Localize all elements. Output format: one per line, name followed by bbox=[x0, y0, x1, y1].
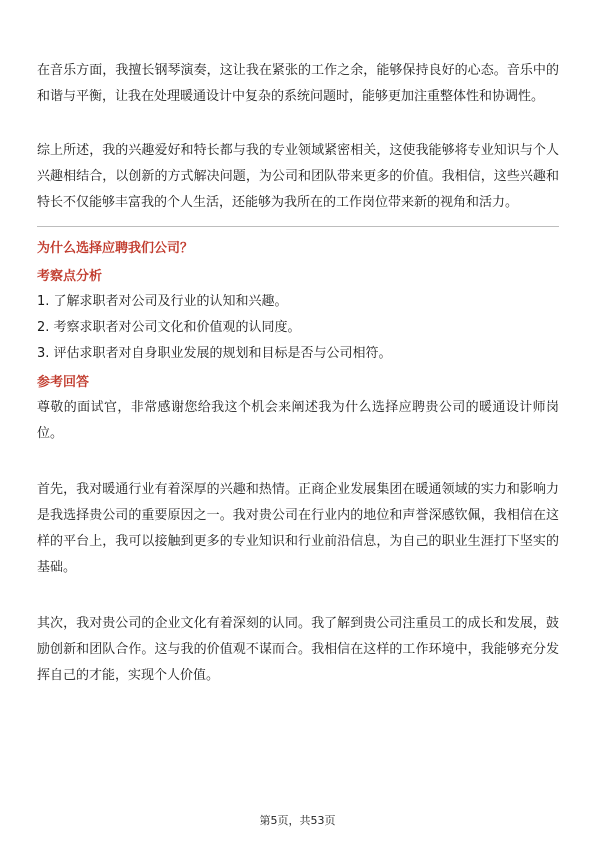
paragraph-summary: 综上所述，我的兴趣爱好和特长都与我的专业领域紧密相关，这使我能够将专业知识与个人兴趣相结合，以创新的方式解决问题，为公司和团队带来更多的价值。我相信，这些兴趣和特长不仅能够丰富我的个人生活，还能够为我所在的工作岗位带来新的视角和活力。 bbox=[37, 143, 559, 210]
document-body bbox=[37, 58, 559, 689]
section-divider bbox=[37, 226, 559, 227]
list-item: 1. 了解求职者对公司及行业的认知和兴趣。 bbox=[37, 294, 288, 309]
question-title: 为什么选择应聘我们公司？ bbox=[37, 241, 194, 256]
answer-heading: 参考回答 bbox=[37, 375, 90, 390]
paragraph-music: 在音乐方面，我擅长钢琴演奏，这让我在紧张的工作之余，能够保持良好的心态。音乐中的和谐与平衡，让我在处理暖通设计中复杂的系统问题时，能够更加注重整体性和协调性。 bbox=[37, 63, 559, 104]
list-item: 3. 评估求职者对自身职业发展的规划和目标是否与公司相符。 bbox=[37, 346, 392, 361]
analysis-list bbox=[37, 289, 559, 367]
list-item: 2. 考察求职者对公司文化和价值观的认同度。 bbox=[37, 320, 301, 335]
answer-paragraph-3: 其次，我对贵公司的企业文化有着深刻的认同。我了解到贵公司注重员工的成长和发展，鼓励创新和团队合作。这与我的价值观不谋而合。我相信在这样的工作环境中，我能够充分发挥自己的才能，实现个人价值。 bbox=[37, 616, 559, 683]
answer-paragraph-2: 首先，我对暖通行业有着深厚的兴趣和热情。正商企业发展集团在暖通领域的实力和影响力是我选择贵公司的重要原因之一。我对贵公司在行业内的地位和声誉深感钦佩，我相信在这样的平台上，我可以接触到更多的专业知识和行业前沿信息，为自己的职业生涯打下坚实的基础。 bbox=[37, 482, 559, 575]
analysis-heading: 考察点分析 bbox=[37, 269, 103, 284]
answer-paragraph-1: 尊敬的面试官，非常感谢您给我这个机会来阐述我为什么选择应聘贵公司的暖通设计师岗位。 bbox=[37, 400, 559, 441]
page-number: 第5页，共53页 bbox=[259, 814, 336, 827]
